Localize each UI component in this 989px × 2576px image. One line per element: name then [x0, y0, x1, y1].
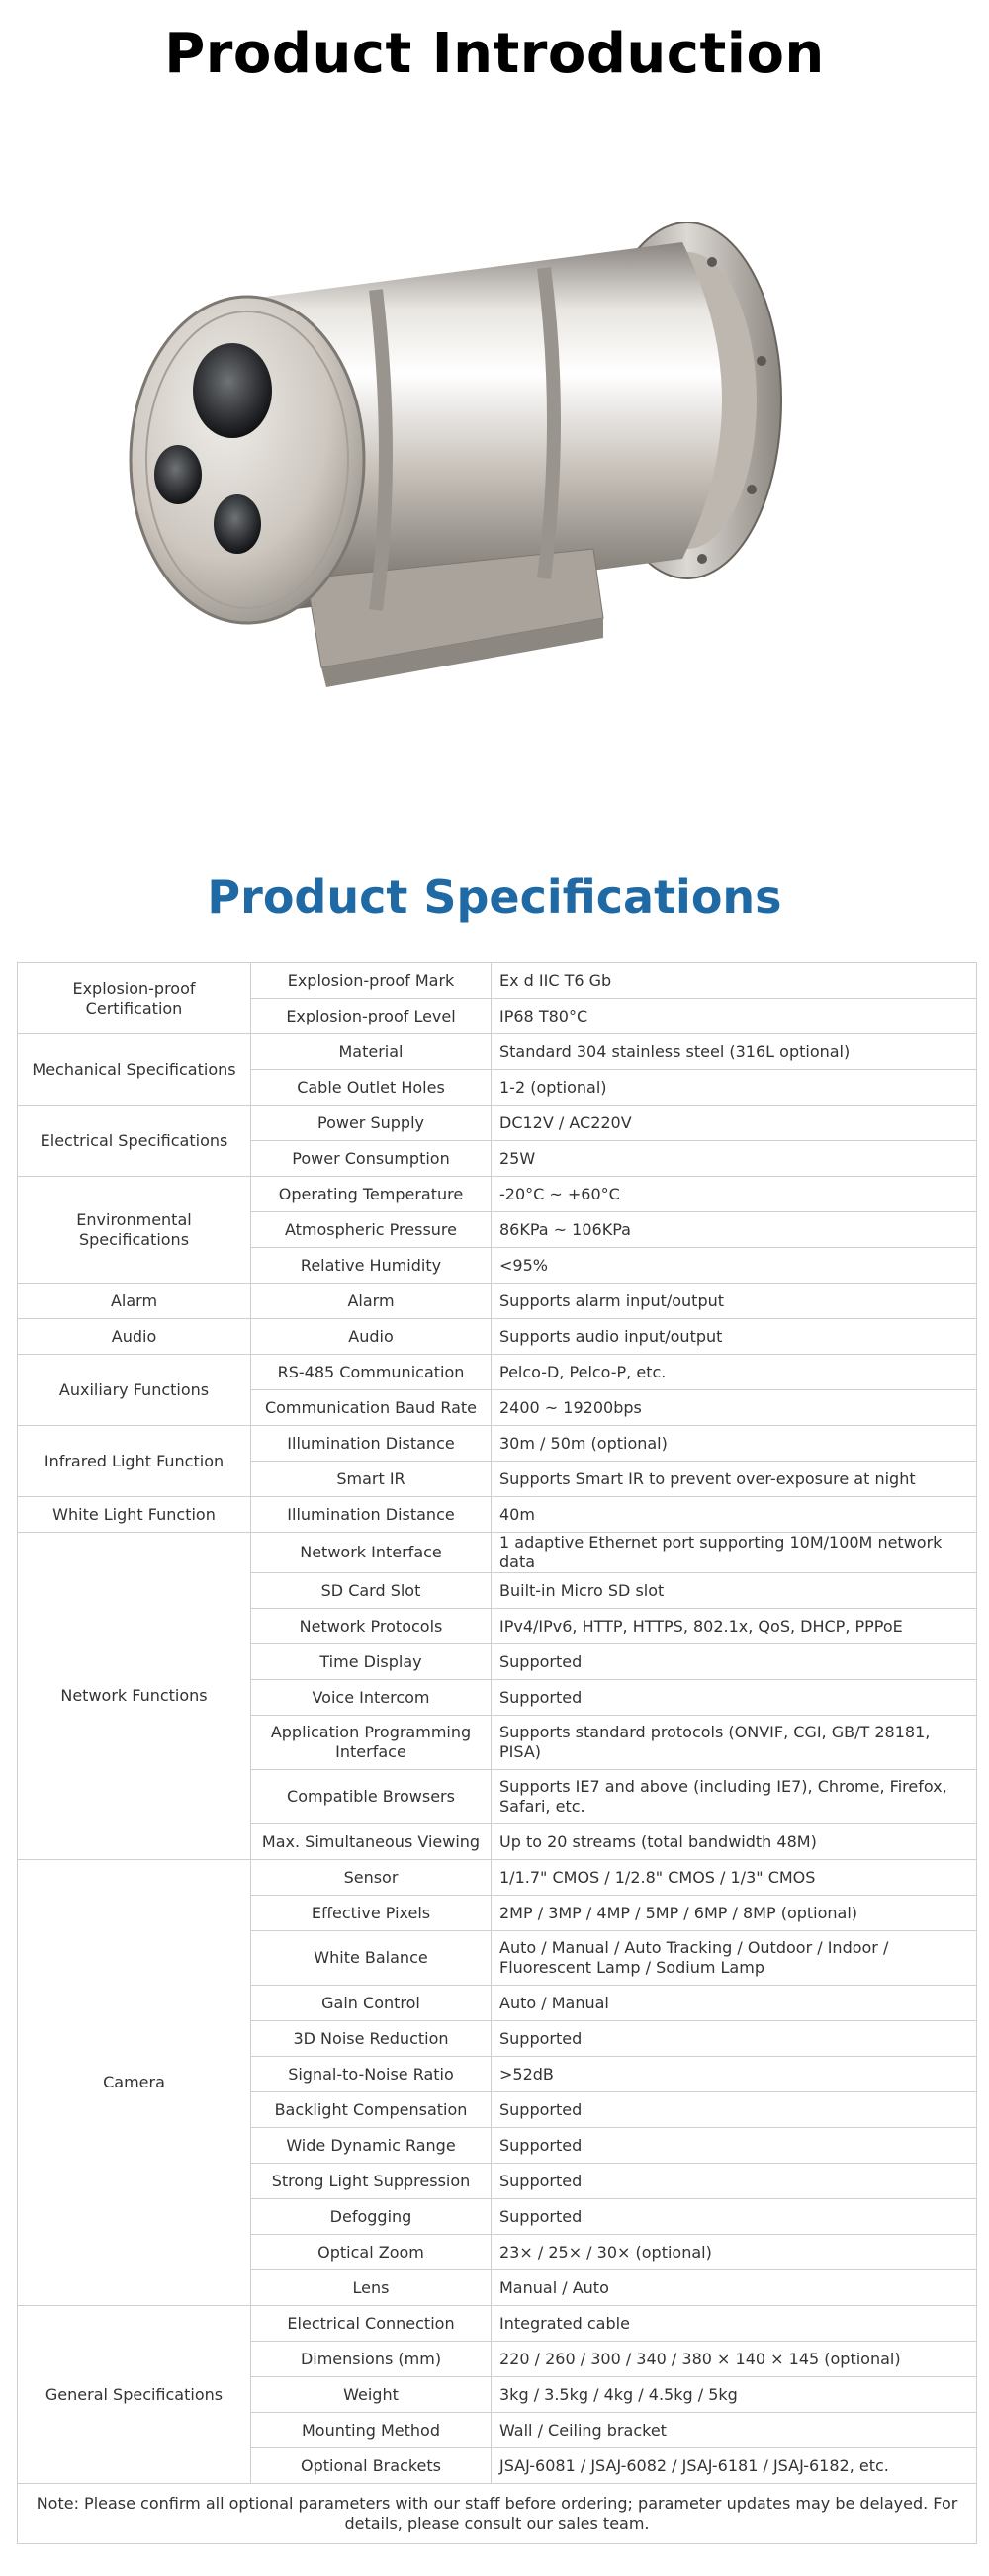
- spec-row: [18, 1497, 977, 1533]
- spec-parameter: Power Consumption: [251, 1141, 492, 1177]
- spec-parameter: Dimensions (mm): [251, 2342, 492, 2377]
- spec-parameter: Wide Dynamic Range: [251, 2128, 492, 2164]
- spec-parameter: Optional Brackets: [251, 2448, 492, 2484]
- spec-category: Mechanical Specifications: [18, 1034, 251, 1106]
- spec-parameter: Electrical Connection: [251, 2306, 492, 2342]
- spec-parameter: Effective Pixels: [251, 1896, 492, 1931]
- spec-parameter: Illumination Distance: [251, 1426, 492, 1462]
- spec-value: -20°C ~ +60°C: [492, 1177, 977, 1212]
- spec-row: [18, 2306, 977, 2342]
- spec-row: [18, 1860, 977, 1896]
- spec-row: [18, 1319, 977, 1355]
- specifications-table: [17, 962, 977, 2544]
- spec-value: JSAJ-6081 / JSAJ-6082 / JSAJ-6181 / JSAJ-6182, etc.: [492, 2448, 977, 2484]
- spec-parameter: Smart IR: [251, 1462, 492, 1497]
- spec-parameter: Optical Zoom: [251, 2235, 492, 2270]
- spec-value: Auto / Manual: [492, 1986, 977, 2021]
- explosion-proof-camera-image: [129, 222, 880, 737]
- spec-parameter: Backlight Compensation: [251, 2092, 492, 2128]
- spec-value: 30m / 50m (optional): [492, 1426, 977, 1462]
- spec-value: Supported: [492, 2199, 977, 2235]
- spec-category: Audio: [18, 1319, 251, 1355]
- spec-value: DC12V / AC220V: [492, 1106, 977, 1141]
- spec-category: Auxiliary Functions: [18, 1355, 251, 1426]
- spec-parameter: Material: [251, 1034, 492, 1070]
- spec-parameter: Weight: [251, 2377, 492, 2413]
- spec-parameter: Time Display: [251, 1644, 492, 1680]
- spec-parameter: Illumination Distance: [251, 1497, 492, 1533]
- spec-value: <95%: [492, 1248, 977, 1284]
- spec-value: Supports IE7 and above (including IE7), Chrome, Firefox, Safari, etc.: [492, 1770, 977, 1824]
- spec-note-row: [18, 2484, 977, 2544]
- spec-value: Supports standard protocols (ONVIF, CGI, GB/T 28181, PISA): [492, 1716, 977, 1770]
- spec-value: 1/1.7" CMOS / 1/2.8" CMOS / 1/3" CMOS: [492, 1860, 977, 1896]
- spec-value: Manual / Auto: [492, 2270, 977, 2306]
- spec-category: Camera: [18, 1860, 251, 2306]
- spec-parameter: Cable Outlet Holes: [251, 1070, 492, 1106]
- spec-value: 2400 ~ 19200bps: [492, 1390, 977, 1426]
- spec-category: Network Functions: [18, 1533, 251, 1860]
- spec-value: Built-in Micro SD slot: [492, 1573, 977, 1609]
- spec-value: 1 adaptive Ethernet port supporting 10M/100M network data: [492, 1533, 977, 1573]
- spec-value: Standard 304 stainless steel (316L optional): [492, 1034, 977, 1070]
- spec-parameter: Explosion-proof Level: [251, 999, 492, 1034]
- spec-category: White Light Function: [18, 1497, 251, 1533]
- spec-value: 40m: [492, 1497, 977, 1533]
- spec-parameter: Mounting Method: [251, 2413, 492, 2448]
- spec-row: [18, 1426, 977, 1462]
- spec-value: IPv4/IPv6, HTTP, HTTPS, 802.1x, QoS, DHCP, PPPoE: [492, 1609, 977, 1644]
- product-specifications-heading: Product Specifications: [207, 870, 782, 924]
- spec-value: 2MP / 3MP / 4MP / 5MP / 6MP / 8MP (optional): [492, 1896, 977, 1931]
- spec-note: Note: Please confirm all optional parameters with our staff before ordering; parameter updates may be delayed. For details, please consult our sales team.: [18, 2484, 977, 2544]
- spec-parameter: Application Programming Interface: [251, 1716, 492, 1770]
- spec-value: Supported: [492, 2021, 977, 2057]
- spec-row: [18, 1284, 977, 1319]
- spec-value: IP68 T80°C: [492, 999, 977, 1034]
- spec-parameter: Gain Control: [251, 1986, 492, 2021]
- spec-parameter: Compatible Browsers: [251, 1770, 492, 1824]
- spec-value: 1-2 (optional): [492, 1070, 977, 1106]
- spec-parameter: Voice Intercom: [251, 1680, 492, 1716]
- spec-parameter: Max. Simultaneous Viewing: [251, 1824, 492, 1860]
- spec-row: [18, 1355, 977, 1390]
- spec-value: Auto / Manual / Auto Tracking / Outdoor / Indoor / Fluorescent Lamp / Sodium Lamp: [492, 1931, 977, 1986]
- spec-parameter: Explosion-proof Mark: [251, 963, 492, 999]
- spec-category: Alarm: [18, 1284, 251, 1319]
- spec-parameter: Operating Temperature: [251, 1177, 492, 1212]
- spec-value: Supported: [492, 2092, 977, 2128]
- spec-parameter: Relative Humidity: [251, 1248, 492, 1284]
- spec-value: Supported: [492, 1644, 977, 1680]
- spec-category: Explosion-proof Certification: [18, 963, 251, 1034]
- spec-value: Ex d IIC T6 Gb: [492, 963, 977, 999]
- spec-value: Supported: [492, 2128, 977, 2164]
- spec-category: General Specifications: [18, 2306, 251, 2484]
- spec-row: [18, 1106, 977, 1141]
- spec-parameter: Strong Light Suppression: [251, 2164, 492, 2199]
- spec-parameter: Lens: [251, 2270, 492, 2306]
- spec-row: [18, 1034, 977, 1070]
- spec-value: Supported: [492, 1680, 977, 1716]
- spec-parameter: 3D Noise Reduction: [251, 2021, 492, 2057]
- spec-parameter: Sensor: [251, 1860, 492, 1896]
- spec-value: Pelco-D, Pelco-P, etc.: [492, 1355, 977, 1390]
- spec-row: [18, 963, 977, 999]
- spec-parameter: Atmospheric Pressure: [251, 1212, 492, 1248]
- spec-value: 3kg / 3.5kg / 4kg / 4.5kg / 5kg: [492, 2377, 977, 2413]
- spec-parameter: Alarm: [251, 1284, 492, 1319]
- spec-value: 23× / 25× / 30× (optional): [492, 2235, 977, 2270]
- spec-parameter: Defogging: [251, 2199, 492, 2235]
- page-title: Product Introduction: [164, 22, 825, 86]
- spec-category: Electrical Specifications: [18, 1106, 251, 1177]
- spec-parameter: Network Interface: [251, 1533, 492, 1573]
- spec-parameter: SD Card Slot: [251, 1573, 492, 1609]
- spec-value: Integrated cable: [492, 2306, 977, 2342]
- spec-category: Infrared Light Function: [18, 1426, 251, 1497]
- spec-row: [18, 1177, 977, 1212]
- specifications-table-body: [18, 963, 977, 2544]
- spec-value: >52dB: [492, 2057, 977, 2092]
- spec-parameter: Network Protocols: [251, 1609, 492, 1644]
- spec-parameter: RS-485 Communication: [251, 1355, 492, 1390]
- spec-value: 25W: [492, 1141, 977, 1177]
- spec-parameter: Audio: [251, 1319, 492, 1355]
- spec-category: Environmental Specifications: [18, 1177, 251, 1284]
- spec-value: Wall / Ceiling bracket: [492, 2413, 977, 2448]
- spec-parameter: Power Supply: [251, 1106, 492, 1141]
- spec-value: Supported: [492, 2164, 977, 2199]
- spec-value: Supports Smart IR to prevent over-exposure at night: [492, 1462, 977, 1497]
- spec-value: Supports alarm input/output: [492, 1284, 977, 1319]
- spec-parameter: White Balance: [251, 1931, 492, 1986]
- spec-value: 86KPa ~ 106KPa: [492, 1212, 977, 1248]
- spec-value: 220 / 260 / 300 / 340 / 380 × 140 × 145 (optional): [492, 2342, 977, 2377]
- spec-parameter: Communication Baud Rate: [251, 1390, 492, 1426]
- spec-parameter: Signal-to-Noise Ratio: [251, 2057, 492, 2092]
- spec-value: Supports audio input/output: [492, 1319, 977, 1355]
- spec-row: [18, 1533, 977, 1573]
- spec-value: Up to 20 streams (total bandwidth 48M): [492, 1824, 977, 1860]
